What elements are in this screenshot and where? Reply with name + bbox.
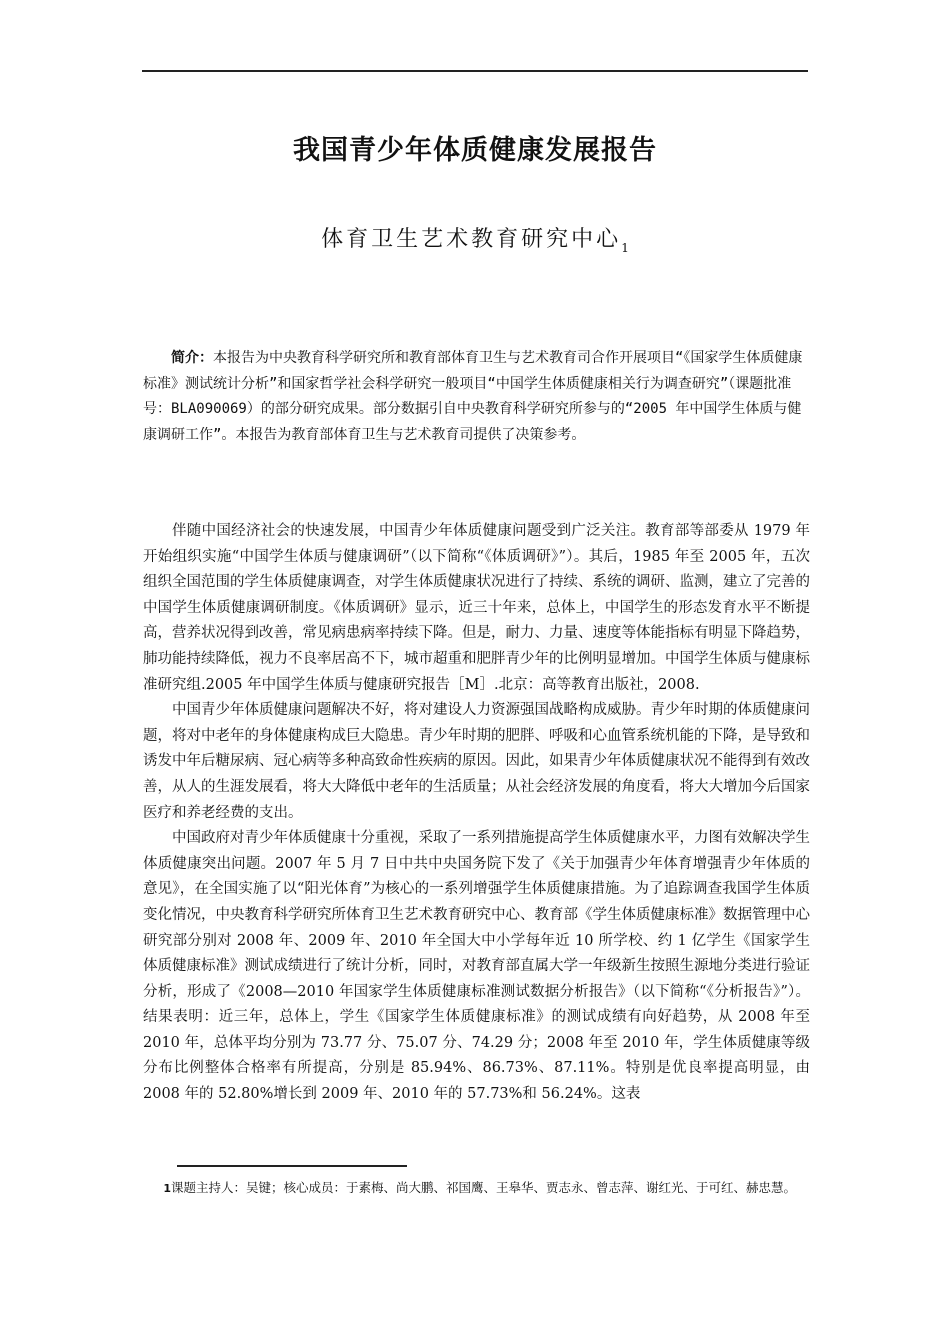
abstract-text: 本报告为中央教育科学研究所和教育部体育卫生与艺术教育司合作开展项目“《国家学生体质健康标准》测试统计分析”和国家哲学社会科学研究一般项目“中国学生体质健康相关行为调查研究”（课题批准号：BLA090069）的部分研究成果。部分数据引自中央教育科学研究所参与的“2005 年中国学生体质与健康调研工作”。本报告为教育部体育卫生与艺术教育司提供了决策参考。: [143, 350, 803, 443]
paragraph: 中国青少年体质健康问题解决不好，将对建设人力资源强国战略构成威胁。青少年时期的体质健康问题，将对中老年的身体健康构成巨大隐患。青少年时期的肥胖、呼吸和心血管系统机能的下降，是导致和诱发中年后糖尿病、冠心病等多种高致命性疾病的原因。因此，如果青少年体质健康状况不能得到有效改善，从人的生涯发展看，将大大降低中老年的生活质量；从社会经济发展的角度看，将大大增加今后国家医疗和养老经费的支出。: [143, 702, 810, 821]
footnote-mark: 1: [163, 1182, 171, 1195]
header-rule: [142, 70, 808, 72]
abstract: [143, 346, 810, 448]
body-text: [143, 519, 810, 1108]
document-title: 我国青少年体质健康发展报告: [293, 135, 657, 166]
paragraph: 伴随中国经济社会的快速发展，中国青少年体质健康问题受到广泛关注。教育部等部委从 1979 年开始组织实施“中国学生体质与健康调研”（以下简称“《体质调研》”）。其后，1985 年至 2005 年，五次组织全国范围的学生体质健康调查，对学生体质健康状况进行了持续、系统的调研、监测，建立了完善的中国学生体质健康调研制度。《体质调研》显示，近三十年来，总体上，中国学生的形态发育水平不断提高，营养状况得到改善，常见病患病率持续下降。但是，耐力、力量、速度等体能指标有明显下降趋势，肺功能持续降低，视力不良率居高不下，城市超重和肥胖青少年的比例明显增加。中国学生体质与健康标准研究组.2005 年中国学生体质与健康研究报告［M］.北京：高等教育出版社，2008.: [143, 523, 810, 693]
footnote-rule: [177, 1165, 407, 1167]
footnote-text: 课题主持人：吴键；核心成员：于素梅、尚大鹏、祁国鹰、王皋华、贾志永、曾志萍、谢红光、于可红、赫忠慧。: [171, 1180, 797, 1195]
author-name: 体育卫生艺术教育研究中心: [321, 227, 622, 252]
footnote: [143, 1179, 810, 1198]
paragraph: 中国政府对青少年体质健康十分重视，采取了一系列措施提高学生体质健康水平，力图有效解决学生体质健康突出问题。2007 年 5 月 7 日中共中央国务院下发了《关于加强青少年体育增强青少年体质的意见》，在全国实施了以“阳光体育”为核心的一系列增强学生体质健康措施。为了追踪调查我国学生体质变化情况，中央教育科学研究所体育卫生艺术教育研究中心、教育部《学生体质健康标准》数据管理中心研究部分别对 2008 年、2009 年、2010 年全国大中小学每年近 10 所学校、约 1 亿学生《国家学生体质健康标准》测试成绩进行了统计分析，同时，对教育部直属大学一年级新生按照生源地分类进行验证分析，形成了《2008—2010 年国家学生体质健康标准测试数据分析报告》（以下简称“《分析报告》”）。结果表明：近三年，总体上，学生《国家学生体质健康标准》的测试成绩有向好趋势，从 2008 年至 2010 年，总体平均分别为 73.77 分、75.07 分、74.29 分；2008 年至 2010 年，学生体质健康等级分布比例整体合格率有所提高，分别是 85.94%、86.73%、87.11%。特别是优良率提高明显，由 2008 年的 52.80%增长到 2009 年、2010 年的 57.73%和 56.24%。这表: [143, 830, 810, 1103]
abstract-label: 简介：: [171, 350, 213, 366]
author-footnote-mark: 1: [621, 241, 629, 255]
author-line: [142, 222, 808, 255]
